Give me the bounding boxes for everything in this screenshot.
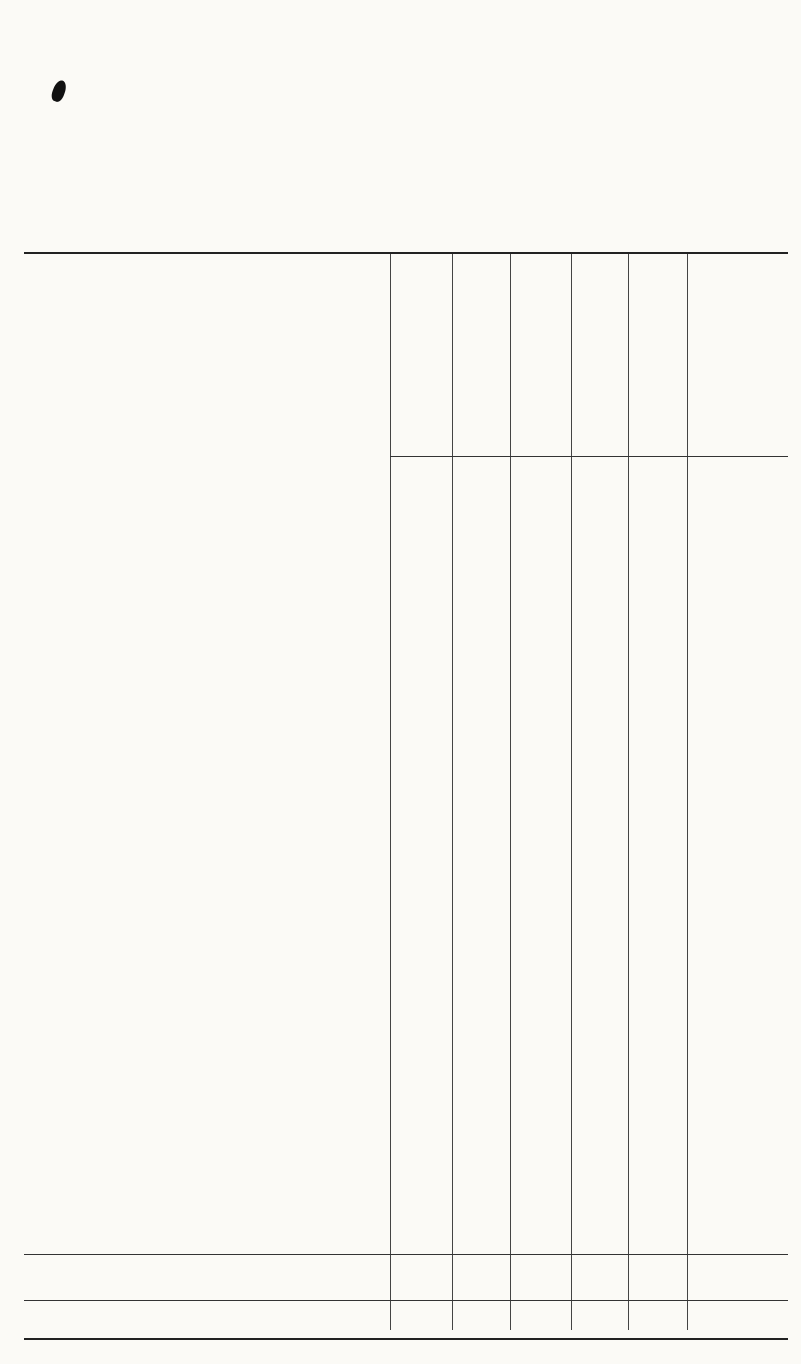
females-header bbox=[461, 334, 501, 444]
calls-header bbox=[638, 334, 678, 444]
column-divider bbox=[628, 254, 629, 1330]
in-working-hours-header bbox=[520, 334, 560, 444]
out-of-working-hours-header bbox=[579, 334, 619, 444]
column-divider bbox=[390, 254, 391, 1330]
column-divider bbox=[452, 254, 453, 1330]
column-divider bbox=[687, 254, 688, 1330]
column-divider bbox=[571, 254, 572, 1330]
totals-rule bbox=[24, 1254, 788, 1255]
males-header bbox=[401, 334, 441, 444]
column-divider bbox=[510, 254, 511, 1330]
cases-header bbox=[698, 334, 738, 444]
ambulance-table bbox=[24, 252, 788, 1340]
header-rule bbox=[390, 456, 788, 457]
totals-rule bbox=[24, 1300, 788, 1301]
ink-blot bbox=[50, 79, 69, 104]
